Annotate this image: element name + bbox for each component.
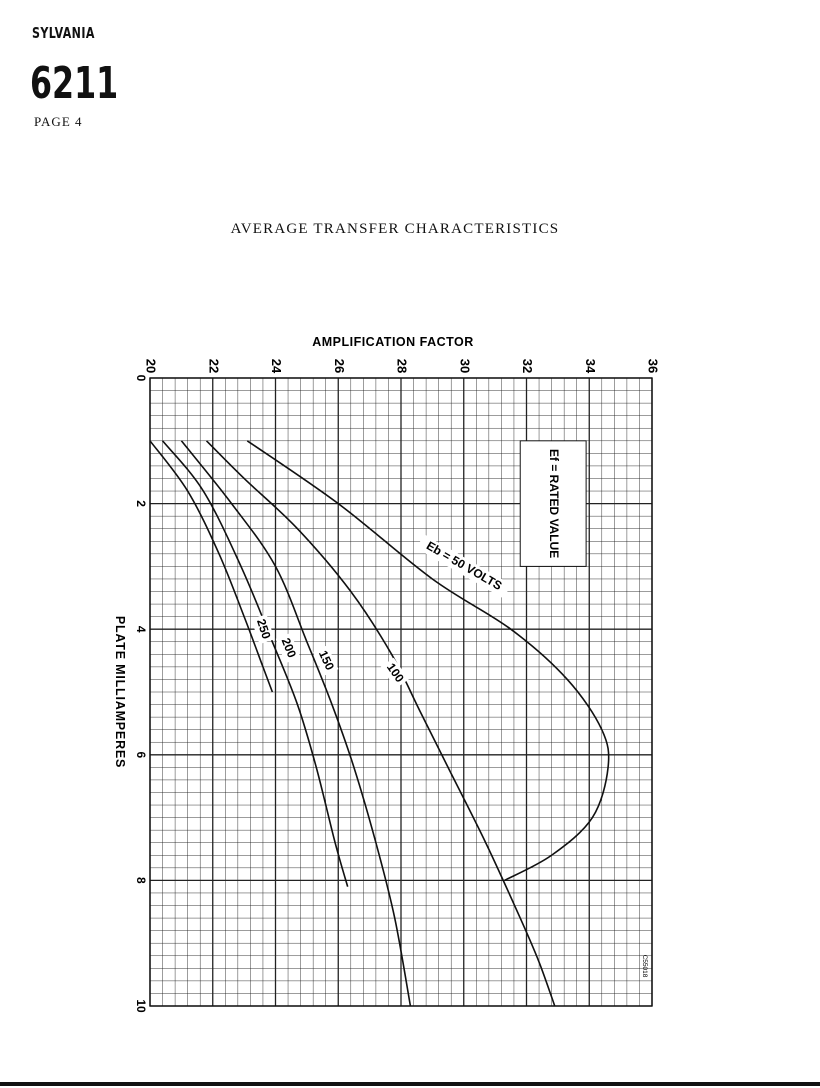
curve-label-250: 250 <box>253 617 274 641</box>
curve-label-eb-50-volts: Eb = 50 VOLTS <box>423 538 505 593</box>
legend-box-text: Ef = RATED VALUE <box>546 448 561 559</box>
x-tick-label: 30 <box>457 358 473 374</box>
y-tick-label: 6 <box>133 751 148 759</box>
y-axis-label: PLATE MILLIAMPERES <box>113 615 127 769</box>
x-tick-label: 32 <box>520 358 536 374</box>
curve-label-150: 150 <box>315 648 338 673</box>
x-tick-label: 28 <box>394 358 410 374</box>
y-tick-label: 2 <box>133 500 148 507</box>
tube-type-number: 6211 <box>30 58 119 109</box>
curve-100 <box>206 441 554 1006</box>
x-tick-label: 36 <box>645 358 661 374</box>
x-axis-label: AMPLIFICATION FACTOR <box>312 335 474 349</box>
x-tick-label: 24 <box>269 358 285 374</box>
x-tick-label: 20 <box>143 358 159 374</box>
y-tick-label: 4 <box>133 625 148 633</box>
x-tick-label: 26 <box>331 358 347 374</box>
curve-label-200: 200 <box>278 635 300 660</box>
brand-name: SYLVANIA <box>32 24 95 42</box>
y-tick-label: 8 <box>133 877 148 884</box>
drawing-code: C55018 <box>641 954 648 978</box>
curve-label-100: 100 <box>383 660 407 685</box>
series-100 <box>206 441 554 1006</box>
chart-title: AVERAGE TRANSFER CHARACTERISTICS <box>230 221 560 237</box>
x-tick-label: 22 <box>206 358 222 374</box>
y-tick-label: 10 <box>133 999 148 1013</box>
bottom-rule <box>0 1082 820 1086</box>
x-tick-label: 34 <box>582 358 598 374</box>
y-tick-label: 0 <box>133 374 148 382</box>
page-label: PAGE 4 <box>34 114 83 129</box>
